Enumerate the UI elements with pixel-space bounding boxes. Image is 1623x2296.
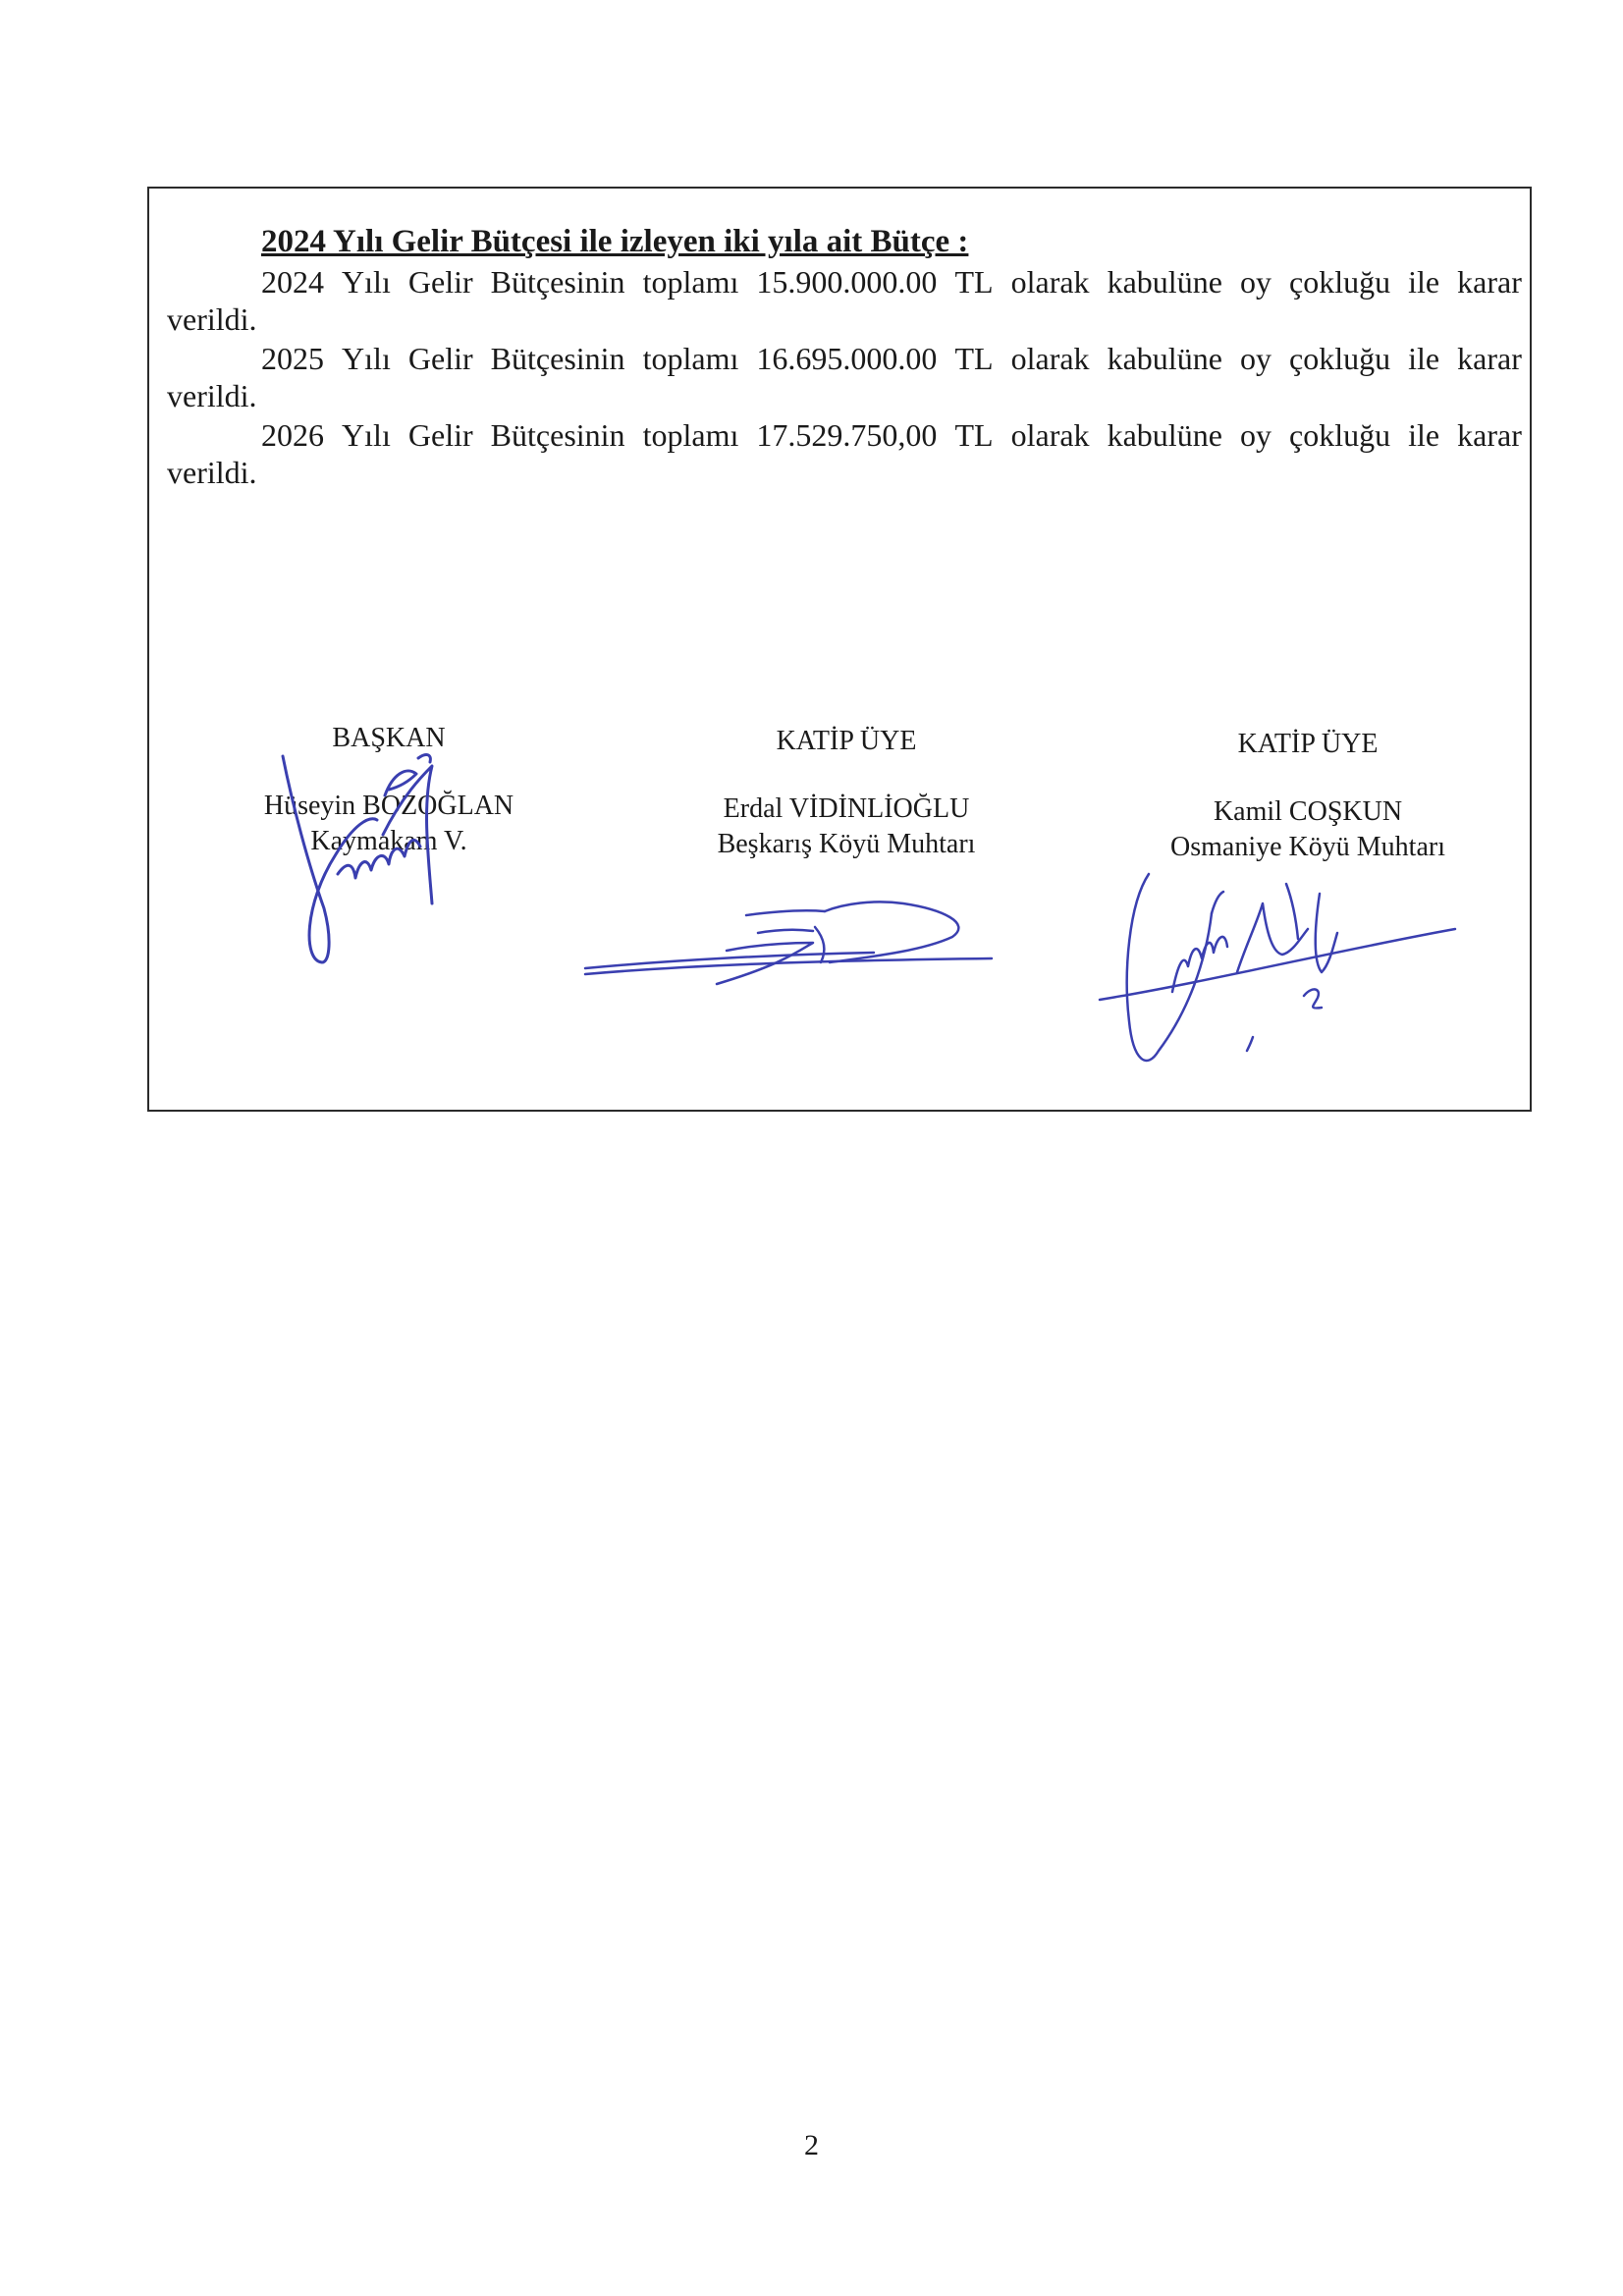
signature-clerk-2 bbox=[1090, 845, 1463, 1080]
paragraph-continuation: verildi. bbox=[167, 301, 257, 337]
paragraph-continuation: verildi. bbox=[167, 455, 257, 490]
paragraph-2025 bbox=[167, 340, 1522, 414]
signature-chair bbox=[275, 668, 471, 982]
signatory-title: Beşkarış Köyü Muhtarı bbox=[717, 829, 976, 859]
signatory-title: Kaymakam V. bbox=[310, 826, 467, 856]
signatory-name: Erdal VİDİNLİOĞLU bbox=[723, 793, 970, 824]
section-heading: 2024 Yılı Gelir Bütçesi ile izleyen iki yıla ait Bütçe : bbox=[261, 224, 969, 259]
paragraph-line: 2026 Yılı Gelir Bütçesinin toplamı 17.529.750,00 TL olarak kabulüne oy çokluğu ile karar bbox=[261, 417, 1522, 453]
signatory-role: BAŞKAN bbox=[332, 723, 446, 753]
signatory-role: KATİP ÜYE bbox=[1237, 729, 1379, 759]
signatory-role: KATİP ÜYE bbox=[776, 726, 917, 756]
signatory-title: Osmaniye Köyü Muhtarı bbox=[1170, 832, 1445, 862]
amount-2025: 16.695.000.00 bbox=[756, 341, 938, 376]
signature-clerk-1 bbox=[579, 894, 1001, 997]
signatory-name: Kamil COŞKUN bbox=[1213, 796, 1403, 827]
paragraph-2026 bbox=[167, 416, 1522, 491]
page-number: 2 bbox=[804, 2129, 819, 2161]
signatory-clerk-1 bbox=[650, 724, 1043, 862]
paragraph-continuation: verildi. bbox=[167, 378, 257, 413]
paragraph-line: 2024 Yılı Gelir Bütçesinin toplamı 15.900.000.00 TL olarak kabulüne oy çokluğu ile karar bbox=[261, 264, 1522, 300]
amount-2026: 17.529.750,00 bbox=[756, 417, 938, 453]
paragraph-2024 bbox=[167, 263, 1522, 338]
signatory-name: Hüseyin BOZOĞLAN bbox=[263, 791, 514, 821]
paragraph-line: 2025 Yılı Gelir Bütçesinin toplamı 16.695.000.00 TL olarak kabulüne oy çokluğu ile karar bbox=[261, 341, 1522, 376]
amount-2024: 15.900.000.00 bbox=[756, 264, 938, 300]
